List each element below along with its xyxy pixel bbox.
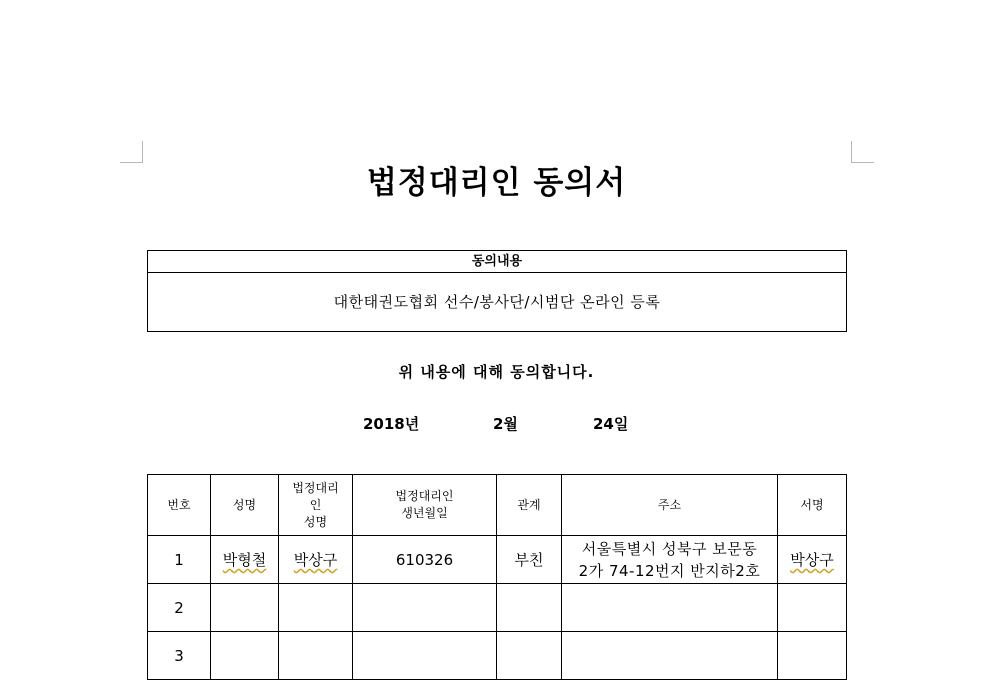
cell-address-line1: 서울특별시 성북구 보문동 [581, 539, 758, 558]
guardian-table [147, 474, 847, 680]
agreement-text: 위 내용에 대해 동의합니다. [398, 363, 595, 381]
cell-guardian-birth[interactable] [353, 632, 497, 680]
cell-guardian-name-text: 박상구 [293, 551, 338, 569]
consent-content: 대한태권도협회 선수/봉사단/시범단 온라인 등록 [333, 293, 661, 311]
header-guardian-name-line3: 성명 [303, 514, 328, 529]
consent-box [147, 250, 847, 332]
table-row [148, 536, 847, 584]
consent-header: 동의내용 [148, 251, 846, 273]
table-header-row [148, 475, 847, 536]
cell-guardian-birth[interactable]: 610326 [353, 536, 497, 584]
date-month: 2월 [493, 415, 518, 433]
header-address: 주소 [562, 475, 778, 536]
header-signature: 서명 [778, 475, 847, 536]
header-guardian-name [279, 475, 353, 536]
cell-guardian-birth[interactable] [353, 584, 497, 632]
cell-address[interactable] [562, 584, 778, 632]
cell-number: 2 [148, 584, 211, 632]
cell-relation[interactable] [497, 632, 562, 680]
cell-signature-text: 박상구 [790, 551, 834, 569]
date-day: 24일 [593, 415, 629, 433]
cell-signature[interactable] [778, 536, 847, 584]
cell-name-text: 박형철 [222, 551, 267, 569]
header-guardian-birth [353, 475, 497, 536]
cell-address-line2: 2가 74-12번지 반지하2호 [578, 561, 761, 580]
cell-address[interactable] [562, 536, 778, 584]
cell-name[interactable] [211, 632, 279, 680]
document-title: 법정대리인 동의서 [366, 165, 627, 201]
cell-signature[interactable] [778, 584, 847, 632]
cell-guardian-name[interactable] [279, 632, 353, 680]
cell-number: 1 [148, 536, 211, 584]
cell-relation[interactable]: 부친 [497, 536, 562, 584]
header-guardian-name-line2: 인 [309, 497, 322, 512]
table-row [148, 584, 847, 632]
header-guardian-name-line1: 법정대리 [292, 480, 339, 495]
header-guardian-birth-line2: 생년월일 [401, 506, 448, 520]
table-row [148, 632, 847, 680]
cell-number: 3 [148, 632, 211, 680]
cell-name[interactable] [211, 584, 279, 632]
cell-name[interactable] [211, 536, 279, 584]
header-name: 성명 [211, 475, 279, 536]
cell-relation[interactable] [497, 584, 562, 632]
cell-address[interactable] [562, 632, 778, 680]
header-relation: 관계 [497, 475, 562, 536]
cell-guardian-name[interactable] [279, 584, 353, 632]
cell-guardian-name[interactable] [279, 536, 353, 584]
header-number: 번호 [148, 475, 211, 536]
cell-signature[interactable] [778, 632, 847, 680]
date-year: 2018년 [363, 415, 420, 433]
header-guardian-birth-line1: 법정대리인 [395, 489, 454, 503]
